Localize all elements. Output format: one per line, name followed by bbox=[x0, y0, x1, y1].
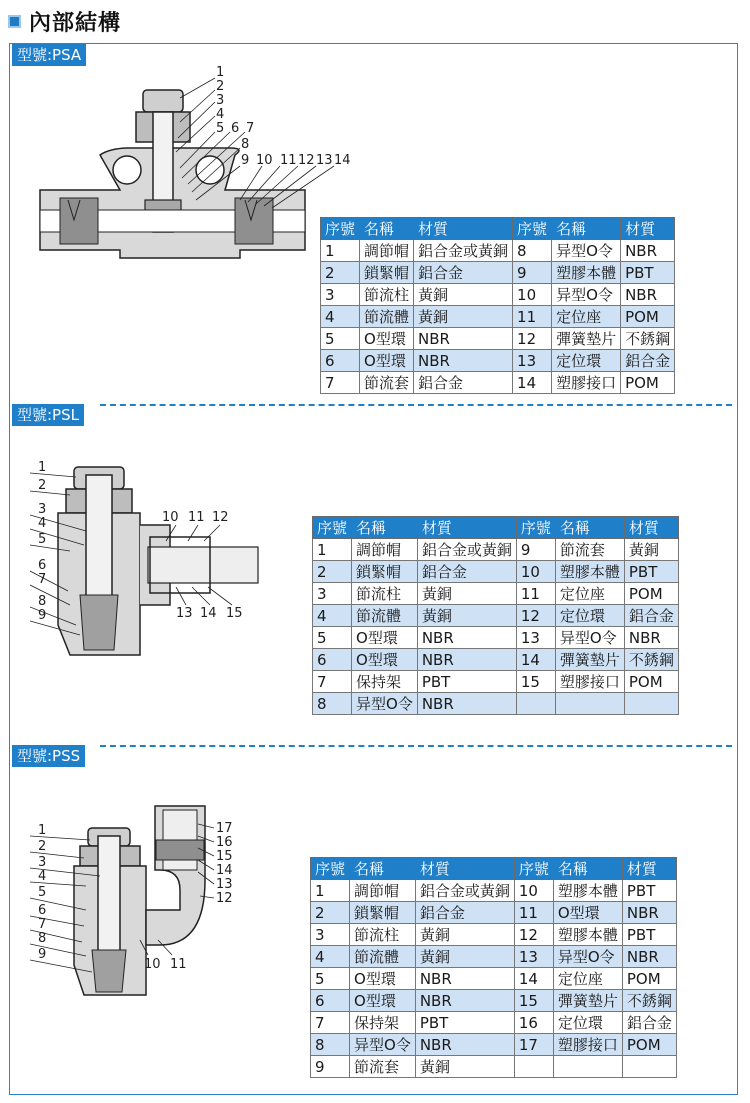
table-cell: 1 bbox=[313, 539, 352, 561]
table-cell: 4 bbox=[313, 605, 352, 627]
table-cell: 節流柱 bbox=[350, 924, 416, 946]
column-header: 材質 bbox=[624, 517, 678, 539]
psl-cross-section-diagram bbox=[30, 455, 260, 665]
section-divider bbox=[100, 404, 732, 406]
table-cell: 鋁合金 bbox=[624, 605, 678, 627]
table-cell: 2 bbox=[313, 561, 352, 583]
table-cell: 黃銅 bbox=[415, 946, 514, 968]
table-cell: NBR bbox=[417, 649, 516, 671]
table-header-row bbox=[313, 517, 679, 539]
table-cell: O型環 bbox=[360, 350, 414, 372]
pss-callout-10: 10 bbox=[144, 957, 161, 972]
table-cell: NBR bbox=[414, 328, 513, 350]
table-cell: 5 bbox=[321, 328, 360, 350]
psa-callout-5: 5 bbox=[216, 121, 225, 136]
table-cell: 不銹鋼 bbox=[622, 990, 676, 1012]
table-row bbox=[321, 372, 675, 394]
column-header: 序號 bbox=[516, 517, 555, 539]
table-cell: 黃銅 bbox=[417, 583, 516, 605]
psa-callout-7: 7 bbox=[246, 121, 255, 136]
psl-callout-12: 12 bbox=[212, 510, 229, 525]
table-cell: 异型O令 bbox=[352, 693, 418, 715]
table-cell: O型環 bbox=[553, 902, 622, 924]
table-cell: 黃銅 bbox=[624, 539, 678, 561]
psa-callout-11: 11 bbox=[280, 153, 297, 168]
column-header: 名稱 bbox=[555, 517, 624, 539]
table-cell: 黃銅 bbox=[414, 284, 513, 306]
column-header: 材質 bbox=[622, 858, 676, 880]
table-cell: 鋁合金或黃銅 bbox=[417, 539, 516, 561]
table-cell: NBR bbox=[622, 902, 676, 924]
pss-callout-16: 16 bbox=[216, 835, 233, 850]
table-cell: 調節帽 bbox=[350, 880, 416, 902]
psa-callout-14: 14 bbox=[334, 153, 351, 168]
table-row bbox=[321, 284, 675, 306]
table-cell: 彈簧墊片 bbox=[553, 990, 622, 1012]
table-cell: 黃銅 bbox=[415, 924, 514, 946]
table-cell: 12 bbox=[516, 605, 555, 627]
table-cell: 鋁合金 bbox=[414, 262, 513, 284]
table-cell: 异型O令 bbox=[555, 627, 624, 649]
table-cell: O型環 bbox=[350, 968, 416, 990]
table-cell: 節流體 bbox=[350, 946, 416, 968]
table-row bbox=[311, 1012, 677, 1034]
pss-callout-2: 2 bbox=[38, 839, 47, 854]
pss-callout-7: 7 bbox=[38, 917, 47, 932]
section-bullet-icon bbox=[8, 15, 21, 28]
column-header: 序號 bbox=[321, 218, 360, 240]
table-cell: NBR bbox=[417, 693, 516, 715]
table-cell: 黃銅 bbox=[415, 1056, 514, 1078]
psl-callout-7: 7 bbox=[38, 572, 47, 587]
psl-callout-10: 10 bbox=[162, 510, 179, 525]
table-cell: 3 bbox=[313, 583, 352, 605]
table-cell: NBR bbox=[621, 284, 675, 306]
table-cell: 定位環 bbox=[553, 1012, 622, 1034]
psa-callout-10: 10 bbox=[256, 153, 273, 168]
table-cell: 15 bbox=[516, 671, 555, 693]
table-cell: 調節帽 bbox=[352, 539, 418, 561]
table-cell: 12 bbox=[514, 924, 553, 946]
column-header: 材質 bbox=[417, 517, 516, 539]
table-cell: 保持架 bbox=[350, 1012, 416, 1034]
table-cell: 10 bbox=[514, 880, 553, 902]
table-cell: 16 bbox=[514, 1012, 553, 1034]
table-cell: 彈簧墊片 bbox=[552, 328, 621, 350]
table-cell: 3 bbox=[321, 284, 360, 306]
table-cell: 鎖緊帽 bbox=[350, 902, 416, 924]
table-cell: 節流柱 bbox=[360, 284, 414, 306]
table-cell: 异型O令 bbox=[350, 1034, 416, 1056]
table-row bbox=[321, 240, 675, 262]
column-header: 材質 bbox=[621, 218, 675, 240]
table-row bbox=[321, 262, 675, 284]
table-cell: 10 bbox=[513, 284, 552, 306]
psa-callout-3: 3 bbox=[216, 93, 225, 108]
table-row bbox=[321, 328, 675, 350]
table-row bbox=[313, 561, 679, 583]
table-cell: 7 bbox=[311, 1012, 350, 1034]
table-cell: 塑膠接口 bbox=[555, 671, 624, 693]
column-header: 序號 bbox=[513, 218, 552, 240]
psl-callout-2: 2 bbox=[38, 478, 47, 493]
table-cell: 6 bbox=[311, 990, 350, 1012]
table-row bbox=[313, 627, 679, 649]
pss-callout-6: 6 bbox=[38, 903, 47, 918]
table-cell: 11 bbox=[513, 306, 552, 328]
pss-callout-15: 15 bbox=[216, 849, 233, 864]
table-cell: 13 bbox=[514, 946, 553, 968]
model-label-psa: 型號:PSA bbox=[12, 44, 86, 66]
table-cell: 9 bbox=[516, 539, 555, 561]
table-cell: NBR bbox=[415, 990, 514, 1012]
column-header: 名稱 bbox=[350, 858, 416, 880]
table-cell: PBT bbox=[622, 924, 676, 946]
column-header: 名稱 bbox=[553, 858, 622, 880]
table-cell: POM bbox=[624, 583, 678, 605]
table-row bbox=[313, 693, 679, 715]
table-cell: 塑膠本體 bbox=[555, 561, 624, 583]
page-title: 內部結構 bbox=[29, 10, 122, 36]
table-cell: 4 bbox=[311, 946, 350, 968]
table-row bbox=[321, 306, 675, 328]
model-label-pss: 型號:PSS bbox=[12, 745, 85, 767]
table-cell: 定位座 bbox=[553, 968, 622, 990]
psl-callout-5: 5 bbox=[38, 532, 47, 547]
table-cell: 黃銅 bbox=[414, 306, 513, 328]
column-header: 材質 bbox=[414, 218, 513, 240]
table-cell: 7 bbox=[313, 671, 352, 693]
table-cell: 保持架 bbox=[352, 671, 418, 693]
table-cell: 14 bbox=[516, 649, 555, 671]
table-cell: 1 bbox=[311, 880, 350, 902]
table-cell: 异型O令 bbox=[553, 946, 622, 968]
table-cell: 6 bbox=[321, 350, 360, 372]
table-cell: PBT bbox=[621, 262, 675, 284]
pss-callout-4: 4 bbox=[38, 869, 47, 884]
table-cell: 鋁合金 bbox=[417, 561, 516, 583]
column-header: 序號 bbox=[313, 517, 352, 539]
table-cell bbox=[516, 693, 555, 715]
table-header-row bbox=[321, 218, 675, 240]
table-cell: 13 bbox=[516, 627, 555, 649]
table-cell: NBR bbox=[415, 1034, 514, 1056]
column-header: 名稱 bbox=[552, 218, 621, 240]
table-row bbox=[313, 539, 679, 561]
table-cell bbox=[555, 693, 624, 715]
table-cell bbox=[514, 1056, 553, 1078]
model-label-psl: 型號:PSL bbox=[12, 404, 84, 426]
table-cell: 10 bbox=[516, 561, 555, 583]
table-cell: 鋁合金 bbox=[414, 372, 513, 394]
psl-callout-8: 8 bbox=[38, 594, 47, 609]
table-row bbox=[311, 946, 677, 968]
psa-callout-8: 8 bbox=[241, 137, 250, 152]
table-cell: POM bbox=[622, 968, 676, 990]
table-cell: 11 bbox=[514, 902, 553, 924]
table-cell bbox=[624, 693, 678, 715]
table-cell: O型環 bbox=[352, 627, 418, 649]
table-cell: POM bbox=[624, 671, 678, 693]
table-cell: 鎖緊帽 bbox=[352, 561, 418, 583]
table-cell: 鋁合金或黃銅 bbox=[414, 240, 513, 262]
table-cell: 8 bbox=[313, 693, 352, 715]
table-cell bbox=[553, 1056, 622, 1078]
pss-callout-14: 14 bbox=[216, 863, 233, 878]
table-row bbox=[311, 990, 677, 1012]
psl-callout-6: 6 bbox=[38, 558, 47, 573]
table-cell: 7 bbox=[321, 372, 360, 394]
table-cell: 鋁合金 bbox=[415, 902, 514, 924]
table-cell: 1 bbox=[321, 240, 360, 262]
psa-cross-section-diagram bbox=[30, 60, 370, 260]
psa-callout-9: 9 bbox=[241, 153, 250, 168]
psl-callout-3: 3 bbox=[38, 502, 47, 517]
table-cell: 15 bbox=[514, 990, 553, 1012]
table-cell: 定位座 bbox=[555, 583, 624, 605]
table-cell: NBR bbox=[415, 968, 514, 990]
psa-callout-4: 4 bbox=[216, 107, 225, 122]
table-cell: 2 bbox=[321, 262, 360, 284]
pss-callout-9: 9 bbox=[38, 947, 47, 962]
pss-callout-12: 12 bbox=[216, 891, 233, 906]
table-cell: 彈簧墊片 bbox=[555, 649, 624, 671]
table-cell: 塑膠本體 bbox=[553, 924, 622, 946]
table-row bbox=[311, 1034, 677, 1056]
column-header: 序號 bbox=[514, 858, 553, 880]
column-header: 序號 bbox=[311, 858, 350, 880]
table-cell: 14 bbox=[514, 968, 553, 990]
table-row bbox=[311, 968, 677, 990]
table-cell: 14 bbox=[513, 372, 552, 394]
table-cell: 節流套 bbox=[350, 1056, 416, 1078]
table-cell: PBT bbox=[624, 561, 678, 583]
table-cell: PBT bbox=[622, 880, 676, 902]
table-row bbox=[321, 350, 675, 372]
page-header bbox=[8, 6, 121, 36]
table-cell: 鋁合金 bbox=[622, 1012, 676, 1034]
column-header: 材質 bbox=[415, 858, 514, 880]
table-cell: 5 bbox=[313, 627, 352, 649]
table-cell: NBR bbox=[624, 627, 678, 649]
table-cell: 异型O令 bbox=[552, 240, 621, 262]
table-cell: POM bbox=[621, 306, 675, 328]
pss-callout-1: 1 bbox=[38, 823, 47, 838]
table-cell: 定位座 bbox=[552, 306, 621, 328]
psa-callout-13: 13 bbox=[316, 153, 333, 168]
table-cell: 不銹鋼 bbox=[624, 649, 678, 671]
table-cell: 13 bbox=[513, 350, 552, 372]
table-cell: 鋁合金或黃銅 bbox=[415, 880, 514, 902]
table-row bbox=[313, 605, 679, 627]
table-cell: 异型O令 bbox=[552, 284, 621, 306]
table-cell: 鎖緊帽 bbox=[360, 262, 414, 284]
column-header: 名稱 bbox=[360, 218, 414, 240]
table-cell: 節流柱 bbox=[352, 583, 418, 605]
table-cell: PBT bbox=[415, 1012, 514, 1034]
table-cell: 17 bbox=[514, 1034, 553, 1056]
table-cell: 9 bbox=[311, 1056, 350, 1078]
table-cell: PBT bbox=[417, 671, 516, 693]
table-cell: 9 bbox=[513, 262, 552, 284]
table-cell: 11 bbox=[516, 583, 555, 605]
pss-parts-table bbox=[310, 857, 677, 1078]
table-row bbox=[311, 902, 677, 924]
table-cell: 5 bbox=[311, 968, 350, 990]
table-cell: NBR bbox=[414, 350, 513, 372]
psl-callout-9: 9 bbox=[38, 608, 47, 623]
table-cell: O型環 bbox=[350, 990, 416, 1012]
psa-parts-table bbox=[320, 217, 675, 394]
table-row bbox=[311, 880, 677, 902]
table-cell: 塑膠本體 bbox=[553, 880, 622, 902]
table-cell: 定位環 bbox=[555, 605, 624, 627]
psl-parts-table bbox=[312, 516, 679, 715]
table-cell: 節流體 bbox=[360, 306, 414, 328]
psl-callout-13: 13 bbox=[176, 606, 193, 621]
table-row bbox=[313, 671, 679, 693]
psl-callout-11: 11 bbox=[188, 510, 205, 525]
table-cell: 節流套 bbox=[555, 539, 624, 561]
column-header: 名稱 bbox=[352, 517, 418, 539]
psa-callout-12: 12 bbox=[298, 153, 315, 168]
pss-callout-11: 11 bbox=[170, 957, 187, 972]
table-cell: O型環 bbox=[360, 328, 414, 350]
table-cell: NBR bbox=[622, 946, 676, 968]
table-cell: 12 bbox=[513, 328, 552, 350]
psl-callout-14: 14 bbox=[200, 606, 217, 621]
psa-callout-2: 2 bbox=[216, 79, 225, 94]
table-cell: 塑膠接口 bbox=[552, 372, 621, 394]
table-header-row bbox=[311, 858, 677, 880]
psa-callout-6: 6 bbox=[231, 121, 240, 136]
pss-callout-17: 17 bbox=[216, 821, 233, 836]
table-cell: 節流體 bbox=[352, 605, 418, 627]
pss-callout-5: 5 bbox=[38, 885, 47, 900]
pss-callout-13: 13 bbox=[216, 877, 233, 892]
table-row bbox=[311, 924, 677, 946]
table-cell: 鋁合金 bbox=[621, 350, 675, 372]
table-row bbox=[313, 583, 679, 605]
table-cell: 黃銅 bbox=[417, 605, 516, 627]
table-cell: 6 bbox=[313, 649, 352, 671]
table-cell: 3 bbox=[311, 924, 350, 946]
table-cell: 定位環 bbox=[552, 350, 621, 372]
psl-callout-1: 1 bbox=[38, 460, 47, 475]
table-cell: 8 bbox=[311, 1034, 350, 1056]
table-cell: NBR bbox=[417, 627, 516, 649]
table-cell: POM bbox=[621, 372, 675, 394]
pss-callout-3: 3 bbox=[38, 855, 47, 870]
table-cell: 2 bbox=[311, 902, 350, 924]
table-cell: 節流套 bbox=[360, 372, 414, 394]
table-cell: 4 bbox=[321, 306, 360, 328]
table-cell: 8 bbox=[513, 240, 552, 262]
psa-callout-1: 1 bbox=[216, 65, 225, 80]
table-cell: 調節帽 bbox=[360, 240, 414, 262]
table-cell: NBR bbox=[621, 240, 675, 262]
psl-callout-15: 15 bbox=[226, 606, 243, 621]
table-cell: 塑膠接口 bbox=[553, 1034, 622, 1056]
pss-callout-8: 8 bbox=[38, 931, 47, 946]
table-cell: 塑膠本體 bbox=[552, 262, 621, 284]
table-row bbox=[313, 649, 679, 671]
table-row bbox=[311, 1056, 677, 1078]
table-cell bbox=[622, 1056, 676, 1078]
table-cell: POM bbox=[622, 1034, 676, 1056]
psl-callout-4: 4 bbox=[38, 516, 47, 531]
section-divider bbox=[100, 745, 732, 747]
table-cell: 不銹鋼 bbox=[621, 328, 675, 350]
pss-cross-section-diagram bbox=[30, 800, 260, 1005]
table-cell: O型環 bbox=[352, 649, 418, 671]
